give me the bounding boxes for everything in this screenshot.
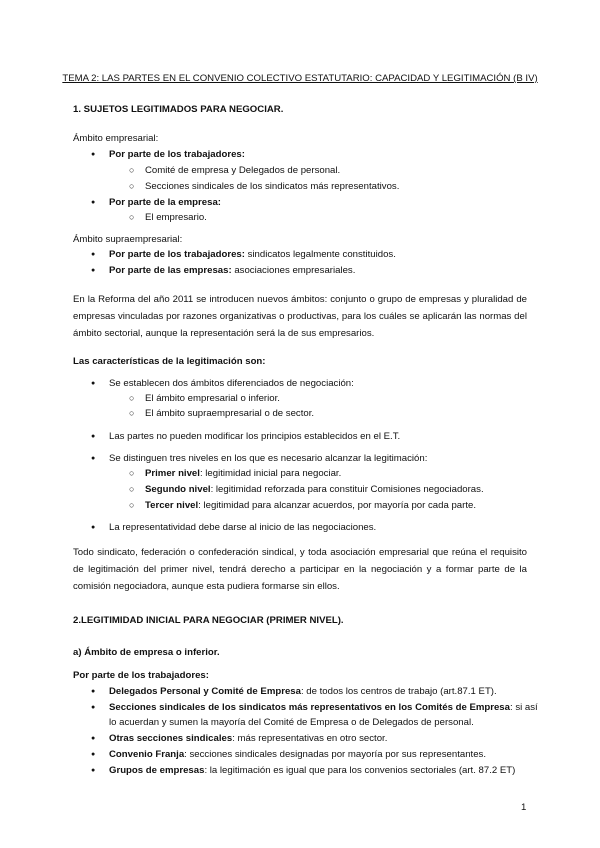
ambito-empresarial-label: Ámbito empresarial: [73,133,159,144]
todo-sindicato-paragraph: Todo sindicato, federación o confederación sindical, y toda asociación empresarial que reúna el requisito de legitimación del primer nivel, tendrá derecho a participar en la negociación y a formar parte de la comisión negociadora, aunque esta pudiera formarse sin ellos. [73,547,527,592]
nivel-text: : legitimidad inicial para negociar. [199,468,342,479]
list-item-text: : más representativas en otro sector. [232,733,388,744]
list-item-bold: Secciones sindicales de los sindicatos más representativos en los Comités de Empresa [109,702,510,713]
list-item [145,499,476,512]
list-item-text: : secciones sindicales designadas por mayoría por sus representantes. [184,749,487,760]
list-item-text: : de todos los centros de trabajo (art.87.1 ET). [300,686,497,697]
list-item: ● Se establecen dos ámbitos diferenciados de negociación: [109,377,354,390]
list-item [109,748,486,761]
list-item-bold: Otras secciones sindicales [109,733,233,744]
nivel-label: Tercer nivel [145,500,199,511]
section-1-heading: 1. SUJETOS LEGITIMADOS PARA NEGOCIAR. [73,104,284,115]
subsection-a-heading: a) Ámbito de empresa o inferior. [73,647,220,658]
list-item: ● Se distinguen tres niveles en los que es necesario alcanzar la legitimación: [109,452,427,465]
list-item [109,701,538,714]
list-item-bold: Por parte de las empresas: [109,265,232,276]
list-item-text: : la legitimación es igual que para los convenios sectoriales (art. 87.2 ET) [204,765,516,776]
list-item-text: asociaciones empresariales. [231,265,356,276]
trabajadores-label: Por parte de los trabajadores: [73,670,209,681]
list-item-text: : si así [509,702,538,713]
ambito-supraempresarial-label: Ámbito supraempresarial: [73,234,183,245]
list-item: ● La representatividad debe darse al inicio de las negociaciones. [109,521,376,534]
list-item: ○ El ámbito empresarial o inferior. [145,392,280,405]
list-item-bold: Por parte de los trabajadores: [109,249,245,260]
page-number: 1 [521,802,527,813]
list-item [109,685,497,698]
nivel-text: : legitimidad reforzada para constituir Comisiones negociadoras. [210,484,484,495]
list-item: ● Por parte de los trabajadores: [109,148,245,161]
list-item: ● Por parte de la empresa: [109,196,221,209]
list-item: ○ El empresario. [145,211,207,224]
section-2-heading: 2.LEGITIMIDAD INICIAL PARA NEGOCIAR (PRIMER NIVEL). [73,615,344,626]
reforma-paragraph: En la Reforma del año 2011 se introducen nuevos ámbitos: conjunto o grupo de empresas y pluralidad de empresas vinculadas por razones organizativas o productivas, para los cuáles se aplicarán las normas del ámbito sectorial, aunque la representación será la de sus empresarios. [73,294,527,339]
list-item [145,467,341,480]
list-item-bold: Grupos de empresas [109,765,205,776]
list-item [109,264,355,277]
nivel-label: Segundo nivel [145,484,211,495]
list-item-continuation: lo acuerdan y sumen la mayoría del Comité de Empresa o de Delegados de personal. [109,717,474,728]
list-item [109,732,387,745]
list-item-text: sindicatos legalmente constituidos. [244,249,396,260]
list-item-bold: Convenio Franja [109,749,185,760]
list-item-bold: Delegados Personal y Comité de Empresa [109,686,301,697]
nivel-label: Primer nivel [145,468,200,479]
list-item [109,764,515,777]
list-item: ○ Secciones sindicales de los sindicatos más representativos. [145,180,399,193]
caracteristicas-label: Las características de la legitimación son: [73,356,266,367]
nivel-text: : legitimidad para alcanzar acuerdos, por mayoría por cada parte. [198,500,476,511]
list-item: ● Las partes no pueden modificar los principios establecidos en el E.T. [109,430,400,443]
list-item: ○ El ámbito supraempresarial o de sector. [145,407,314,420]
list-item: ○ Comité de empresa y Delegados de personal. [145,164,340,177]
document-title: TEMA 2: LAS PARTES EN EL CONVENIO COLECTIVO ESTATUTARIO: CAPACIDAD Y LEGITIMACIÓN (B IV) [62,73,538,84]
list-item [145,483,484,496]
list-item [109,248,396,261]
